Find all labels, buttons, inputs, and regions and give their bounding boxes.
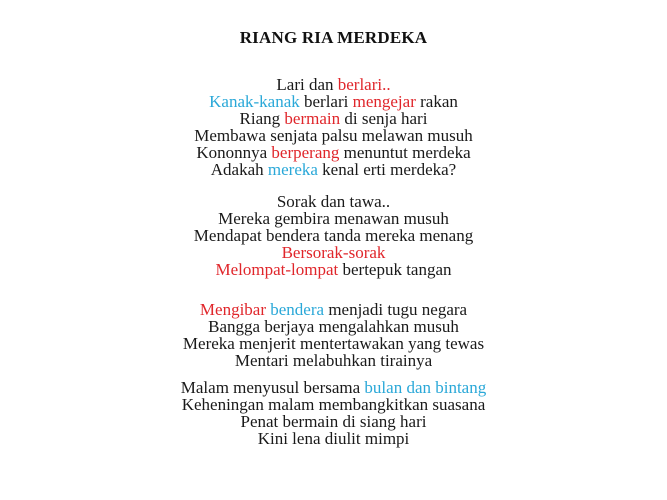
poem-line <box>0 93 667 110</box>
line-text: kenal erti merdeka? <box>317 160 457 179</box>
line-text: Riang <box>239 109 285 128</box>
line-text: Adakah <box>210 160 268 179</box>
poem-line <box>0 335 667 352</box>
line-text: Keheningan malam membangkitkan suasana <box>181 395 486 414</box>
line-text: Kini lena diulit mimpi <box>257 429 410 448</box>
stanza-4 <box>0 379 667 447</box>
poem-line <box>0 261 667 278</box>
poem-line <box>0 193 667 210</box>
line-text: Mentari melabuhkan tirainya <box>234 351 433 370</box>
highlighted-word-blue: bulan dan bintang <box>364 378 487 397</box>
highlighted-word-red: Melompat-lompat <box>215 260 339 279</box>
poem-line <box>0 379 667 396</box>
poem-line <box>0 430 667 447</box>
line-text: Sorak dan tawa.. <box>276 192 391 211</box>
line-text: Mendapat bendera tanda mereka menang <box>193 226 474 245</box>
line-text: berlari <box>299 92 353 111</box>
line-text: di senja hari <box>340 109 428 128</box>
poem-line <box>0 127 667 144</box>
line-text: Membawa senjata palsu melawan musuh <box>194 126 473 145</box>
poem-line <box>0 110 667 127</box>
stanza-3 <box>0 301 667 369</box>
line-text: Mereka gembira menawan musuh <box>218 209 449 228</box>
poem-line <box>0 227 667 244</box>
line-text: Kononnya <box>196 143 272 162</box>
poem-line <box>0 244 667 261</box>
stanza-2 <box>0 193 667 278</box>
poem-line <box>0 76 667 93</box>
highlighted-word-blue: Kanak-kanak <box>209 92 300 111</box>
poem-line <box>0 318 667 335</box>
line-text: Lari dan <box>276 75 338 94</box>
highlighted-word-red: berperang <box>271 143 340 162</box>
poem-line <box>0 352 667 369</box>
line-text: Penat bermain di siang hari <box>240 412 427 431</box>
highlighted-word-red: Mengibar <box>199 300 266 319</box>
line-text: Bangga berjaya mengalahkan musuh <box>208 317 459 336</box>
poem-line <box>0 396 667 413</box>
line-text: bertepuk tangan <box>338 260 452 279</box>
poem-title: RIANG RIA MERDEKA <box>239 28 428 47</box>
line-text: rakan <box>415 92 458 111</box>
poem-line <box>0 144 667 161</box>
poem-line <box>0 301 667 318</box>
line-text: menjadi tugu negara <box>324 300 468 319</box>
highlighted-word-red: mengejar <box>352 92 416 111</box>
highlighted-word-red: Bersorak-sorak <box>281 243 386 262</box>
highlighted-word-blue: bendera <box>270 300 325 319</box>
line-text: Malam menyusul bersama <box>180 378 365 397</box>
highlighted-word-red: bermain <box>284 109 341 128</box>
poem-line <box>0 210 667 227</box>
highlighted-word-red: berlari.. <box>337 75 391 94</box>
line-text: menuntut merdeka <box>339 143 471 162</box>
poem-line <box>0 161 667 178</box>
poem-line <box>0 413 667 430</box>
highlighted-word-blue: mereka <box>267 160 318 179</box>
stanza-1 <box>0 76 667 178</box>
line-text: Mereka menjerit mentertawakan yang tewas <box>182 334 485 353</box>
